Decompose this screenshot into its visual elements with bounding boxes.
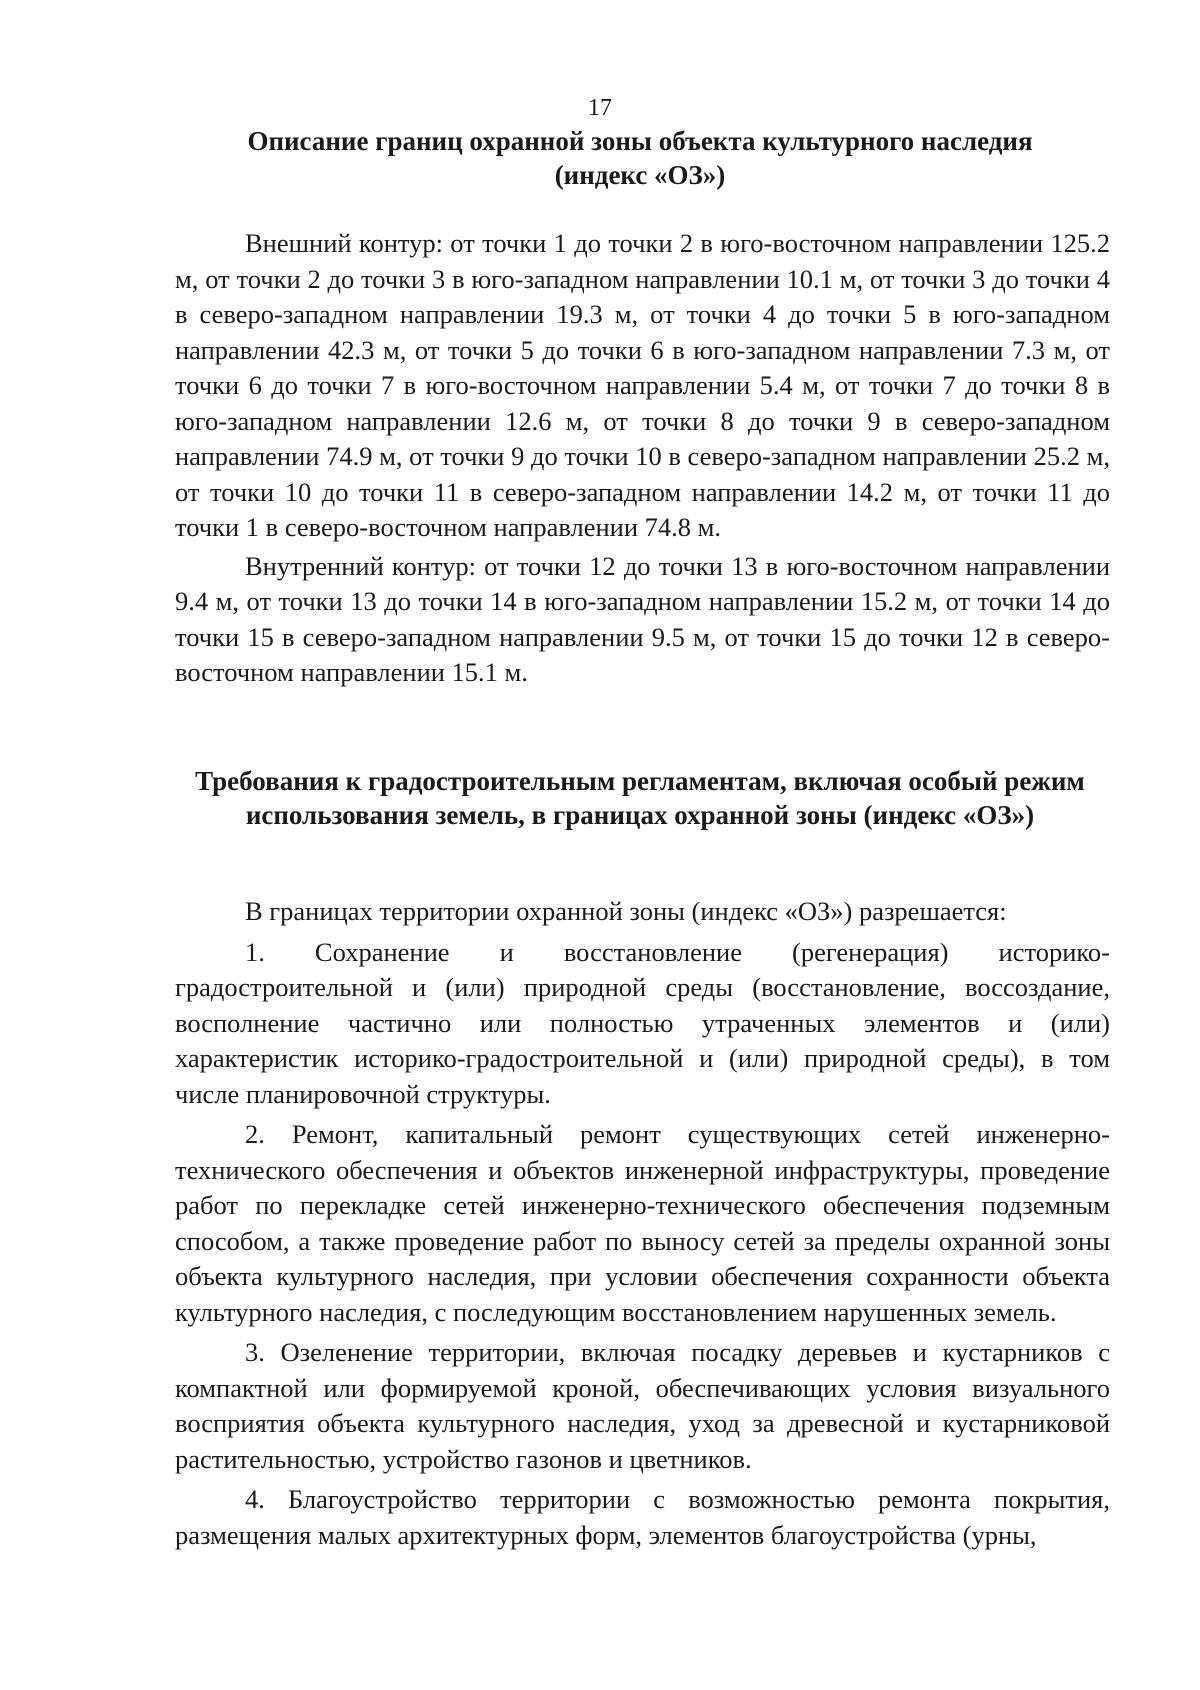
section-1-title-line-1: Описание границ охранной зоны объекта культурного наследия bbox=[247, 126, 1033, 156]
section-1-title bbox=[165, 124, 1115, 192]
section-1-body bbox=[175, 226, 1110, 691]
section-2-intro: В границах территории охранной зоны (индекс «ОЗ») разрешается: bbox=[245, 896, 1007, 926]
list-item-4: 4. Благоустройство территории с возможностью ремонта покрытия, размещения малых архитектурных форм, элементов благоустройства (урны, bbox=[175, 1484, 1110, 1550]
section-2-title bbox=[165, 764, 1115, 832]
list-item-2: 2. Ремонт, капитальный ремонт существующих сетей инженерно-технического обеспечения и объектов инженерной инфраструктуры, проведение работ по перекладке сетей инженерно-технического обеспечения подземным способом, а также проведение работ по выносу сетей за пределы охранной зоны объекта культурного наследия, при условии обеспечения сохранности объекта культурного наследия, с последующим восстановлением нарушенных земель. bbox=[175, 1119, 1110, 1327]
list-item-1: 1. Сохранение и восстановление (регенерация) историко-градостроительной и (или) природной среды (восстановление, воссоздание, восполнение частично или полностью утраченных элементов и (или) характеристик историко-градостроительной и (или) природной среды), в том числе планировочной структуры. bbox=[175, 936, 1110, 1109]
list-item-3: 3. Озеленение территории, включая посадку деревьев и кустарников с компактной или формируемой кроной, обеспечивающих условия визуального восприятия объекта культурного наследия, уход за древесной и кустарниковой растительностью, устройство газонов и цветников. bbox=[175, 1337, 1110, 1474]
outer-contour-paragraph: Внешний контур: от точки 1 до точки 2 в юго-восточном направлении 125.2 м, от точки 2 до точки 3 в юго-западном направлении 10.1 м, от точки 3 до точки 4 в северо-западном направлении 19.3 м, от точки 4 до точки 5 в юго-западном направлении 42.3 м, от точки 5 до точки 6 в юго-западном направлении 7.3 м, от точки 6 до точки 7 в юго-восточном направлении 5.4 м, от точки 7 до точки 8 в юго-западном направлении 12.6 м, от точки 8 до точки 9 в северо-западном направлении 74.9 м, от точки 9 до точки 10 в северо-западном направлении 25.2 м, от точки 10 до точки 11 в северо-западном направлении 14.2 м, от точки 11 до точки 1 в северо-восточном направлении 74.8 м. bbox=[175, 228, 1110, 542]
inner-contour-paragraph: Внутренний контур: от точки 12 до точки 13 в юго-восточном направлении 9.4 м, от точки 13 до точки 14 в юго-западном направлении 15.2 м, от точки 14 до точки 15 в северо-западном направлении 9.5 м, от точки 15 до точки 12 в северо-восточном направлении 15.1 м. bbox=[175, 550, 1110, 687]
page-number: 17 bbox=[588, 95, 612, 121]
section-2-title-line-2: использования земель, в границах охранной зоны (индекс «ОЗ») bbox=[245, 800, 1035, 830]
section-2-body bbox=[175, 894, 1110, 1553]
section-2-title-line-1: Требования к градостроительным регламентам, включая особый режим bbox=[195, 766, 1085, 796]
section-1-title-line-2: (индекс «ОЗ») bbox=[554, 160, 726, 190]
